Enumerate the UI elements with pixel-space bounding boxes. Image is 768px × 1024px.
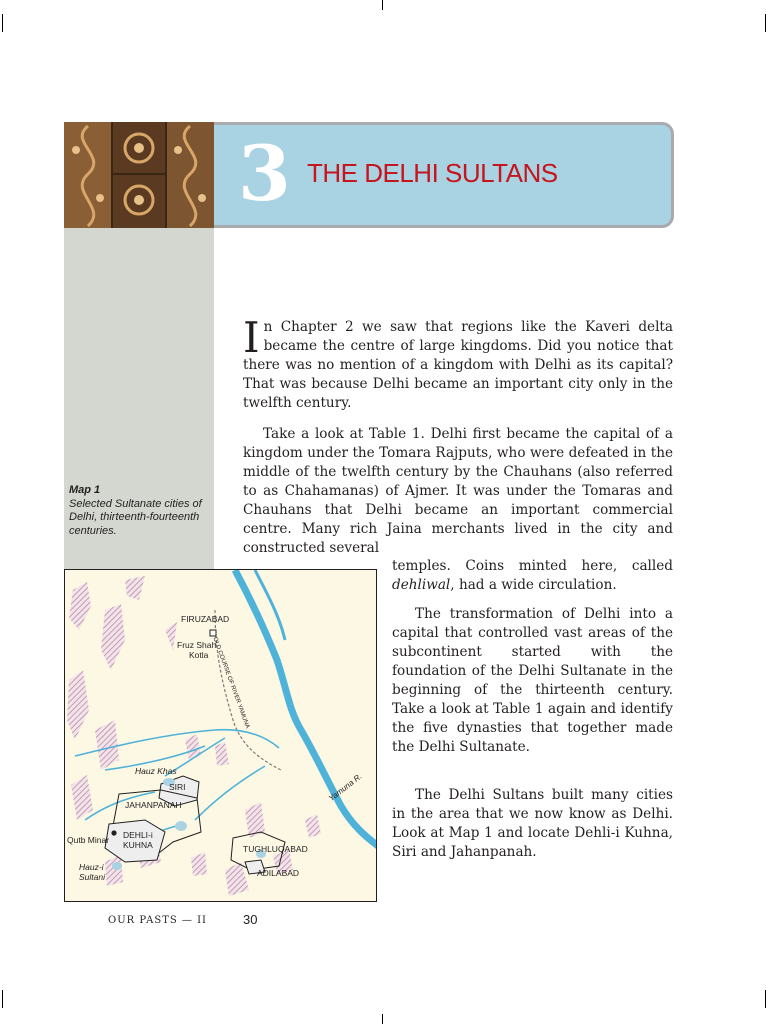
map-label-kuhna: KUHNA xyxy=(123,840,153,850)
chapter-title: THE DELHI SULTANS xyxy=(307,158,558,188)
map-label-hauz-i: Hauz-i xyxy=(79,862,104,872)
map-label-yamuna: Yamuna R. xyxy=(327,771,364,804)
paragraph-transformation: The transformation of Delhi into a capital that controlled vast areas of the subcontinent started with the foundation of the Delhi Sultanate in the beginning of the thirteenth century. Take a look at Table 1 again and identify the five dynasties that together made the Delhi Sultanate. xyxy=(392,606,673,755)
page-number: 30 xyxy=(243,912,258,927)
map-label-qutb: Qutb Minar xyxy=(67,835,110,845)
map-label-sultani: Sultani xyxy=(79,872,105,882)
text-span: temples. Coins minted here, called xyxy=(392,558,673,574)
map-label-hauz-khas: Hauz Khas xyxy=(135,766,177,776)
chapter-banner xyxy=(214,122,674,228)
map-label-jahanpanah: JAHANPANAH xyxy=(125,800,182,810)
drop-cap: I xyxy=(243,313,260,362)
paragraph-table1: Take a look at Table 1. Delhi first became the capital of a kingdom under the Tomara Rajputs, who were defeated in the middle of the twelfth century by the Chauhans (also referred to as Chahamanas) of Ajmer. It was under the Tomaras and Chauhans that Delhi became an important commercial centre. Many rich Jaina merchants lived in the city and constructed several xyxy=(243,426,673,556)
text-span: , had a wide circulation. xyxy=(450,577,617,593)
paragraph-cities: The Delhi Sultans built many cities in the area that we now know as Delhi. Look at Map 1 and locate Dehli-i Kuhna, Siri and Jahanpanah. xyxy=(392,787,673,860)
map-label-dehli: DEHLI-i xyxy=(123,830,153,840)
map-caption-title: Map 1 xyxy=(69,484,101,496)
map-label-firuzabad: FIRUZABAD xyxy=(181,614,230,624)
paragraph-intro-text: n Chapter 2 we saw that regions like the Kaveri delta became the centre of large kingdoms. Did you notice that there was no mention of a kingdom with Delhi as its capital? That was because Delhi became an important city only in the twelfth century. xyxy=(243,319,673,411)
crop-mark xyxy=(382,1014,383,1024)
map-label-old-course: OLD COURSE OF RIVER YAMUNA xyxy=(211,636,251,730)
map-label-tughluqabad: TUGHLUQABAD xyxy=(243,844,308,854)
map-label-fruz-shah: Fruz Shah xyxy=(177,640,217,650)
carving-image xyxy=(64,122,214,228)
footer-book-title: OUR PASTS — II xyxy=(108,915,207,926)
term-dehliwal: dehliwal xyxy=(392,577,451,593)
crop-mark xyxy=(765,14,766,32)
crop-mark xyxy=(2,990,3,1008)
map-caption xyxy=(69,484,211,538)
map-label-adilabad: ADILABAD xyxy=(257,868,300,878)
map-label-siri: SIRI xyxy=(169,782,186,792)
crop-mark xyxy=(382,0,383,10)
map-caption-text: Selected Sultanate cities of Delhi, thirteenth-fourteenth centuries. xyxy=(69,497,202,537)
crop-mark xyxy=(765,990,766,1008)
map-delhi-cities xyxy=(64,569,377,902)
paragraph-table1-continued xyxy=(392,557,673,595)
map-label-kotla: Kotla xyxy=(189,650,209,660)
crop-mark xyxy=(2,14,3,32)
chapter-number: 3 xyxy=(238,129,291,218)
paragraph-intro xyxy=(243,313,673,413)
